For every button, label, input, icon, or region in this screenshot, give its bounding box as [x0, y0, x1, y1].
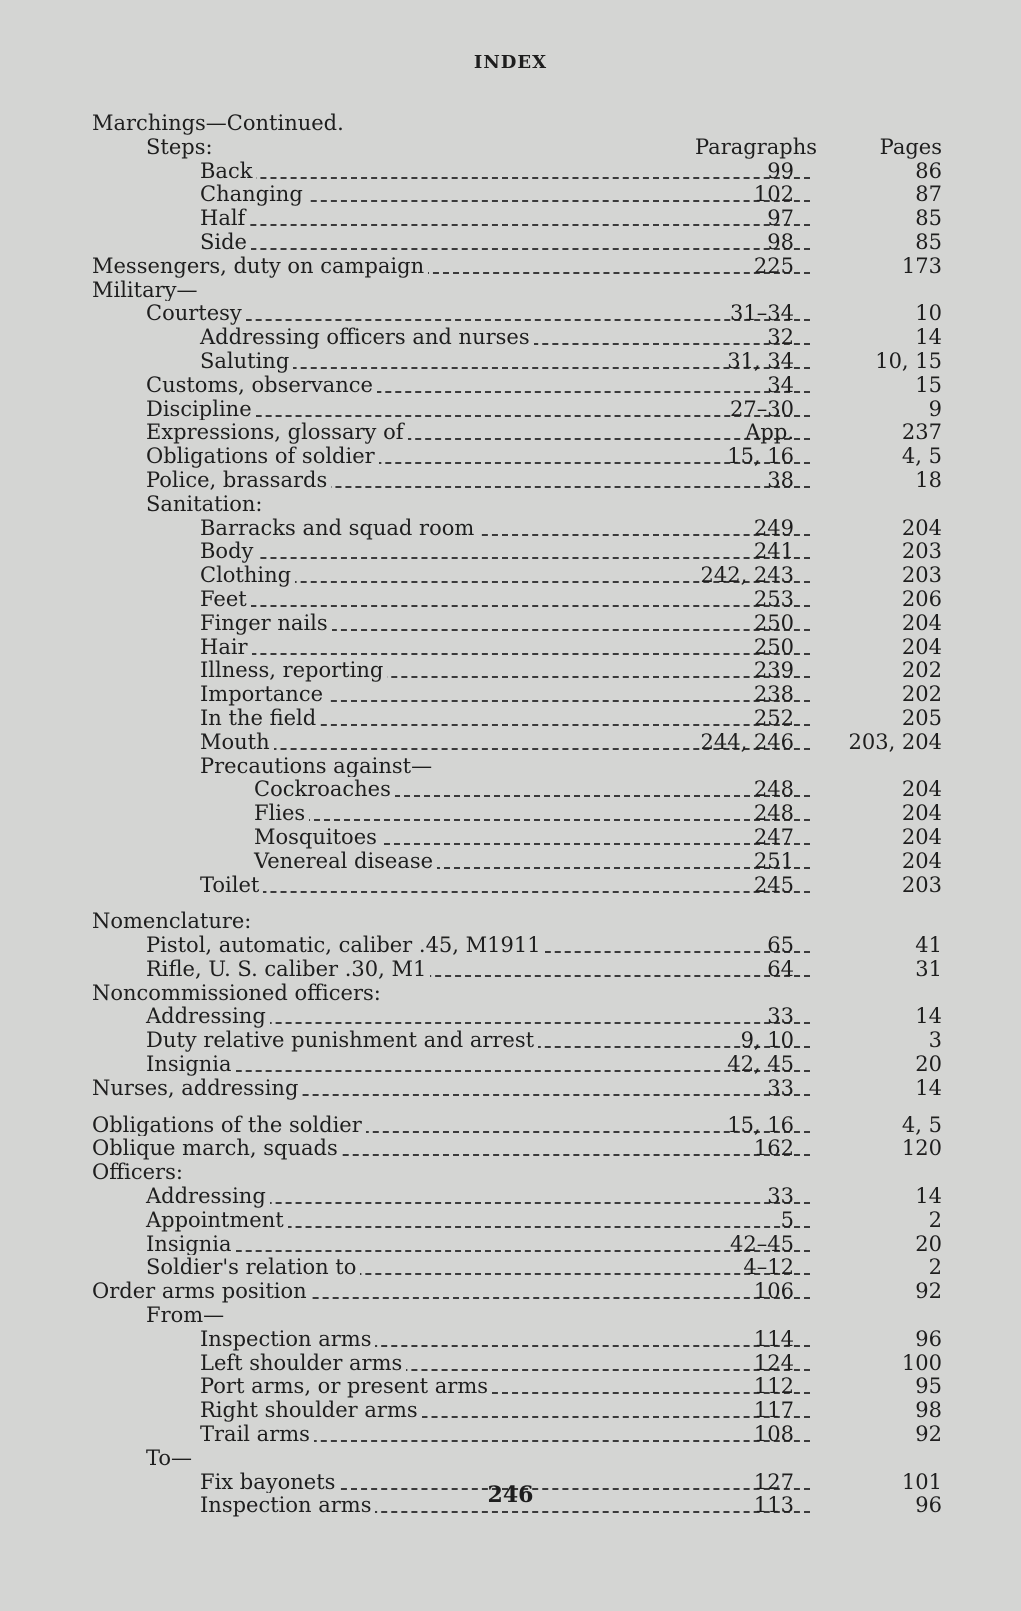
entry-label: Police, brassards: [146, 468, 331, 492]
entry-label: Customs, observance: [146, 373, 377, 397]
page-ref: 237: [901, 420, 942, 445]
index-entry: [92, 279, 942, 303]
entry-label: Body: [200, 539, 257, 563]
index-entry: [92, 255, 942, 279]
paragraph-ref: 31, 34: [727, 348, 794, 373]
paragraph-ref: 162: [753, 1136, 794, 1161]
page-ref: 18: [915, 467, 942, 492]
index-entry: [92, 874, 942, 898]
entry-label: Rifle, U. S. caliber .30, M1: [146, 957, 430, 981]
page-ref: 41: [915, 933, 942, 958]
index-entry: [92, 802, 942, 826]
page-ref: 204: [901, 610, 942, 635]
entry-label: Hair: [200, 635, 252, 659]
entry-label: Pistol, automatic, caliber .45, M1911: [146, 933, 545, 957]
page-ref: 14: [915, 1004, 942, 1029]
entry-label: Nomenclature:: [92, 909, 255, 933]
index-entry: [92, 183, 942, 207]
paragraph-ref: 64: [767, 956, 794, 981]
index-entry: [92, 160, 942, 184]
paragraph-ref: 33: [767, 1184, 794, 1209]
entry-label: Marchings—Continued.: [92, 111, 348, 135]
paragraph-ref: 244, 246: [700, 729, 794, 754]
index-entry: [92, 850, 942, 874]
entry-label: In the field: [200, 706, 320, 730]
page-ref: 92: [915, 1279, 942, 1304]
index-entry: [92, 612, 942, 636]
index-entry: [92, 778, 942, 802]
index-entry: [92, 445, 942, 469]
page-ref: 4, 5: [901, 1112, 942, 1137]
page-ref: 203: [901, 539, 942, 564]
paragraph-ref: 113: [753, 1493, 794, 1518]
paragraph-ref: 9, 10: [740, 1028, 794, 1053]
paragraph-ref: 65: [767, 933, 794, 958]
paragraph-ref: 124: [753, 1350, 794, 1375]
index-entry: [92, 326, 942, 350]
page-ref: 85: [915, 206, 942, 231]
index-entry: [92, 493, 942, 517]
index-entry: [92, 910, 942, 934]
page-ref: 100: [901, 1350, 942, 1375]
paragraph-ref: 117: [753, 1398, 794, 1423]
page-ref: 2: [928, 1207, 942, 1232]
page-ref: 20: [915, 1052, 942, 1077]
page-ref: 10: [915, 301, 942, 326]
index-entry: [92, 1280, 942, 1304]
entry-label: Precautions against—: [200, 754, 436, 778]
page-ref: 31: [915, 956, 942, 981]
page-ref: 4, 5: [901, 444, 942, 469]
paragraph-ref: 225: [753, 253, 794, 278]
index-entry: [92, 350, 942, 374]
page-ref: 205: [901, 705, 942, 730]
index-entry: [92, 731, 942, 755]
index-entry: [92, 707, 942, 731]
index-entry: [92, 302, 942, 326]
entry-label: Sanitation:: [146, 492, 267, 516]
index-entry: [92, 1209, 942, 1233]
index-entry: [92, 421, 942, 445]
page-ref: 120: [901, 1136, 942, 1161]
paragraph-ref: 241: [753, 539, 794, 564]
index-subhead-with-column-headers: [92, 136, 942, 160]
paragraph-ref: 33: [767, 1004, 794, 1029]
paragraph-ref: 250: [753, 610, 794, 635]
page-ref: 85: [915, 229, 942, 254]
paragraph-ref: 4–12: [743, 1255, 794, 1280]
page-ref: 14: [915, 1075, 942, 1100]
index-entry: [92, 1304, 942, 1328]
page-ref: 204: [901, 634, 942, 659]
entry-label: Oblique march, squads: [92, 1136, 342, 1160]
page-ref: 3: [928, 1028, 942, 1053]
entry-label: Changing: [200, 182, 307, 206]
paragraph-ref: App.: [745, 420, 794, 445]
entry-label: Expressions, glossary of: [146, 420, 408, 444]
index-entry: [92, 207, 942, 231]
page-ref: 92: [915, 1422, 942, 1447]
page-ref: 14: [915, 325, 942, 350]
entry-label: Courtesy: [146, 301, 246, 325]
index-entry: [92, 1447, 942, 1471]
entry-label: Side: [200, 230, 251, 254]
paragraph-ref: 238: [753, 682, 794, 707]
entry-label: Addressing officers and nurses: [200, 325, 534, 349]
entry-label: Port arms, or present arms: [200, 1374, 492, 1398]
paragraph-ref: 250: [753, 634, 794, 659]
entry-label: Duty relative punishment and arrest: [146, 1028, 538, 1052]
paragraph-ref: 106: [753, 1279, 794, 1304]
entry-label: Officers:: [92, 1160, 187, 1184]
index-entry: [92, 1352, 942, 1376]
page-ref: 20: [915, 1231, 942, 1256]
entry-label: Flies: [254, 801, 309, 825]
entry-label: Inspection arms: [200, 1327, 375, 1351]
index-entry: [92, 1114, 942, 1138]
entry-label: Mouth: [200, 730, 274, 754]
paragraph-ref: 15, 16: [727, 1112, 794, 1137]
entry-label: Right shoulder arms: [200, 1398, 422, 1422]
page-ref: 2: [928, 1255, 942, 1280]
page-ref: 87: [915, 182, 942, 207]
entry-label: Addressing: [146, 1004, 270, 1028]
page-ref: 95: [915, 1374, 942, 1399]
paragraph-ref: 102: [753, 182, 794, 207]
paragraph-ref: 33: [767, 1075, 794, 1100]
index-entry: [92, 1185, 942, 1209]
entry-label: Insignia: [146, 1232, 236, 1256]
page-ref: 101: [901, 1469, 942, 1494]
paragraph-ref: 247: [753, 824, 794, 849]
paragraph-ref: 99: [767, 158, 794, 183]
index-entry: [92, 1005, 942, 1029]
entry-label: Appointment: [146, 1208, 288, 1232]
page-ref: 202: [901, 682, 942, 707]
paragraph-ref: 248: [753, 801, 794, 826]
index-entry: [92, 398, 942, 422]
page-ref: 10, 15: [875, 348, 942, 373]
index-entry: [92, 683, 942, 707]
page-ref: 203: [901, 563, 942, 588]
pages-column-header: Pages: [879, 134, 942, 159]
entry-label: Saluting: [200, 349, 293, 373]
index-entry: [92, 469, 942, 493]
paragraph-ref: 34: [767, 372, 794, 397]
page-ref: 173: [901, 253, 942, 278]
entry-label: Nurses, addressing: [92, 1076, 302, 1100]
paragraph-ref: 31–34: [730, 301, 794, 326]
entry-label: Steps:: [146, 135, 217, 159]
entry-label: Order arms position: [92, 1279, 311, 1303]
paragraph-ref: 5: [780, 1207, 794, 1232]
entry-label: Feet: [200, 587, 251, 611]
page-ref: 9: [928, 396, 942, 421]
entry-label: Cockroaches: [254, 777, 395, 801]
index-entries: [92, 112, 942, 1518]
entry-label: Inspection arms: [200, 1493, 375, 1517]
index-entry: [92, 982, 942, 1006]
index-entry: [92, 1077, 942, 1101]
entry-label: Messengers, duty on campaign: [92, 254, 428, 278]
page-ref: 204: [901, 777, 942, 802]
entry-label: Obligations of soldier: [146, 444, 379, 468]
index-entry: [92, 564, 942, 588]
entry-label: Illness, reporting: [200, 658, 387, 682]
page-ref: 86: [915, 158, 942, 183]
index-entry: [92, 1328, 942, 1352]
index-entry: [92, 636, 942, 660]
entry-label: Half: [200, 206, 249, 230]
entry-label: Importance: [200, 682, 327, 706]
paragraph-ref: 251: [753, 848, 794, 873]
page-ref: 204: [901, 848, 942, 873]
paragraph-ref: 252: [753, 705, 794, 730]
index-entry: [92, 1137, 942, 1161]
paragraph-ref: 249: [753, 515, 794, 540]
index-entry: [92, 1029, 942, 1053]
index-entry: [92, 934, 942, 958]
index-entry: [92, 588, 942, 612]
page-ref: 204: [901, 824, 942, 849]
page-ref: 202: [901, 658, 942, 683]
page-number: 246: [487, 1482, 534, 1508]
page-ref: 203, 204: [848, 729, 942, 754]
index-entry: [92, 1256, 942, 1280]
paragraphs-column-header: Paragraphs: [694, 134, 817, 159]
entry-label: Insignia: [146, 1052, 236, 1076]
index-entry: [92, 1423, 942, 1447]
entry-label: Mosquitoes: [254, 825, 381, 849]
index-entry: [92, 112, 942, 136]
entry-label: Barracks and squad room: [200, 516, 478, 540]
index-entry: [92, 958, 942, 982]
page-ref: 206: [901, 586, 942, 611]
paragraph-ref: 97: [767, 206, 794, 231]
paragraph-ref: 239: [753, 658, 794, 683]
page-ref: 15: [915, 372, 942, 397]
paragraph-ref: 114: [753, 1326, 794, 1351]
page-ref: 96: [915, 1326, 942, 1351]
page-ref: 14: [915, 1184, 942, 1209]
entry-label: Military—: [92, 278, 202, 302]
entry-label: Discipline: [146, 397, 256, 421]
paragraph-ref: 108: [753, 1422, 794, 1447]
entry-label: Soldier's relation to: [146, 1255, 360, 1279]
paragraph-ref: 42–45: [730, 1231, 794, 1256]
entry-label: Left shoulder arms: [200, 1351, 406, 1375]
paragraph-ref: 253: [753, 586, 794, 611]
index-entry: [92, 374, 942, 398]
entry-label: Clothing: [200, 563, 295, 587]
paragraph-ref: 32: [767, 325, 794, 350]
page-ref: 204: [901, 801, 942, 826]
index-entry: [92, 755, 942, 779]
entry-label: To—: [146, 1446, 196, 1470]
running-head: INDEX: [473, 52, 548, 73]
index-entry: [92, 1161, 942, 1185]
entry-label: Noncommissioned officers:: [92, 981, 385, 1005]
index-entry: [92, 1375, 942, 1399]
index-entry: [92, 1233, 942, 1257]
entry-label: Obligations of the soldier: [92, 1113, 366, 1137]
page-ref: 98: [915, 1398, 942, 1423]
paragraph-ref: 15, 16: [727, 444, 794, 469]
paragraph-ref: 38: [767, 467, 794, 492]
entry-label: Back: [200, 159, 256, 183]
paragraph-ref: 245: [753, 872, 794, 897]
index-entry: [92, 826, 942, 850]
paragraph-ref: 27–30: [730, 396, 794, 421]
entry-label: Fix bayonets: [200, 1470, 339, 1494]
entry-label: Venereal disease: [254, 849, 437, 873]
index-entry: [92, 517, 942, 541]
page-ref: 204: [901, 515, 942, 540]
paragraph-ref: 42, 45: [727, 1052, 794, 1077]
entry-label: Addressing: [146, 1184, 270, 1208]
page-ref: 96: [915, 1493, 942, 1518]
entry-label: Finger nails: [200, 611, 332, 635]
index-entry: [92, 540, 942, 564]
index-entry: [92, 1399, 942, 1423]
entry-label: From—: [146, 1303, 228, 1327]
entry-label: Toilet: [200, 873, 263, 897]
index-entry: [92, 659, 942, 683]
paragraph-ref: 248: [753, 777, 794, 802]
page-ref: 203: [901, 872, 942, 897]
paragraph-ref: 127: [753, 1469, 794, 1494]
index-entry: [92, 1053, 942, 1077]
paragraph-ref: 112: [753, 1374, 794, 1399]
paragraph-ref: 98: [767, 229, 794, 254]
paragraph-ref: 242, 243: [700, 563, 794, 588]
index-entry: [92, 231, 942, 255]
entry-label: Trail arms: [200, 1422, 314, 1446]
